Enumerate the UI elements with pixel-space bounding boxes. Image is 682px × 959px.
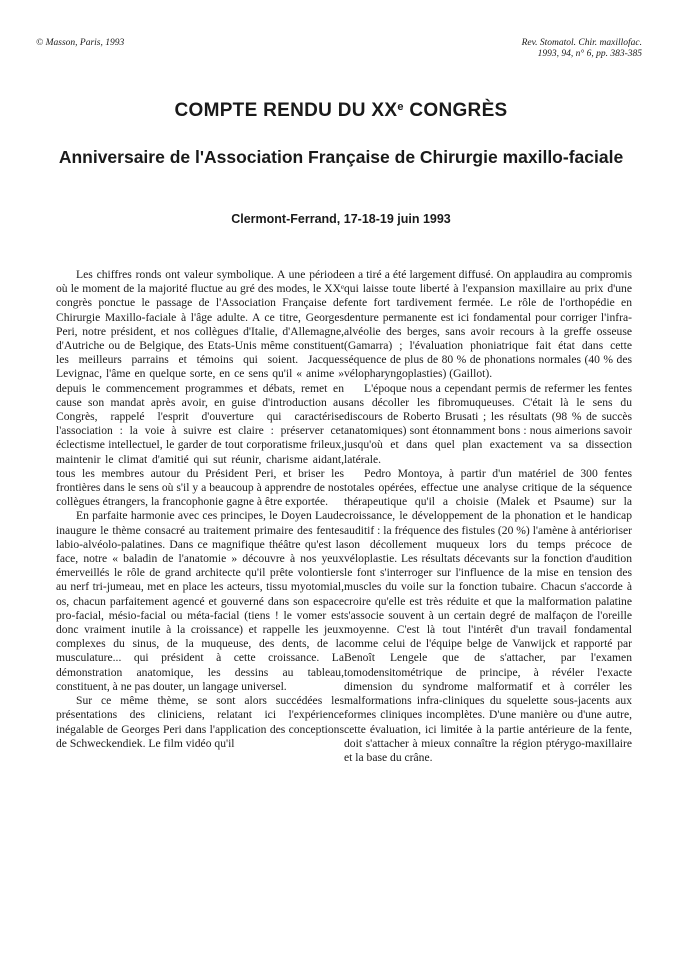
paragraph: Pedro Montoya, à partir d'un matériel de 300 fentes totales opérées, effectue une analyse critique de la séquence thérapeutique qu'il a choisie (Malek et Psaume) sur la croissance, le développement de la phonation et le handicap auditif : la fréquence des fistules (20 %) l'amène à antérioriser son décollement muqueux lors du temps précoce de véloplastie. Les résultats décevants sur la fonction d'audition le font s'interroger sur l'influence de la mise en tension des muscles du voile sur la fonction tubaire. Chacun s'accorde à croire qu'elle est très réduite et que la malformation palatine s'associe souvent à un certain degré de malfaçon de l'oreille moyenne. C'est là tout l'intérêt d'un travail fondamental comme celui de l'équipe belge de Vanwijck et rapporté par Benoît Lengele que de s'attacher, par l'examen tomodensitométrique de principe, à révéler l'exacte dimension du syndrome malformatif et à corréler les malformations infra-cliniques du squelette sous-jacents aux formes cliniques incomplètes. D'une manière ou d'une autre, cette évaluation, ici limitée à la partie antérieure de la fente, doit s'attacher à mieux connaître la région ptérygo-maxillaire et la base du crâne. [344,466,632,764]
paragraph: Sur ce même thème, se sont alors succédées les présentations des cliniciens, relatant ici l'expérience inégalable de Georges Peri dans l'application des conceptions de Schweckendiek. Le film vidéo qu'il [56,694,344,750]
text-column-left [56,268,344,751]
congress-location-date: Clermont-Ferrand, 17-18-19 juin 1993 [231,212,451,226]
paragraph: en a tiré a été largement diffusé. On applaudira au compromis qui laisse toute liberté à l'expansion maxillaire au prix d'une fente fort tardivement fermée. Le rôle de l'orthopédie en denture permanente est ici fondamental pour corriger l'infra-alvéolie des berges, sans avoir recours à la greffe osseuse (Gamarra) ; l'évaluation phoniatrique fait état dans cette séquence de plus de 80 % de phonations normales (40 % des vélopharyngoplasties) (Gaillot). [344,268,632,381]
journal-reference [522,38,642,60]
title-main: COMPTE RENDU DU XX [174,100,398,121]
title-superscript: e [397,101,404,113]
copyright-notice: © Masson, Paris, 1993 [36,38,125,48]
page-title [0,100,682,122]
paragraph: L'époque nous a cependant permis de refermer les fentes sans décoller les fibromuqueuses. C'était là le sens du discours de Roberto Brusati ; les résultats (98 % de succès anatomiques) sont étonnamment bons : nous aimerions savoir jusqu'où et dans quel plan exactement va sa dissection latérale. [344,381,632,466]
page-subtitle: Anniversaire de l'Association Française de Chirurgie maxillo-faciale [58,147,624,167]
text-column-right [344,268,632,765]
paragraph: Les chiffres ronds ont valeur symbolique. A une période où le moment de la majorité fluctue au gré des modes, le XXᵉ congrès ponctue le passage de l'Association Française de Chirurgie Maxillo-faciale à l'âge adulte. A ce titre, Georges Peri, notre président, et nos collègues d'Italie, d'Allemagne, d'Autriche ou de Belgique, des Etats-Unis même constituent les meilleurs parrains et témoins qui soient. Jacques Levignac, l'âme en quelque sorte, en ce sens qu'il « anime » depuis le commencement programmes et débats, remet en cause son mandat après avoir, en guise d'introduction au Congrès, rappelé l'esprit d'ouverture qui caractérise l'association : la voie à suivre est claire : préserver cet éclectisme intellectuel, le garder de tout corporatisme frileux, maintenir le climat d'amitié qui sut réunir, charisme aidant, tous les membres autour du Président Peri, et briser les frontières dans le sens où s'il y a beaucoup à apprendre de nos collègues étrangers, la francophonie gagne à être exportée. [56,268,344,509]
journal-issue: 1993, 94, n° 6, pp. 383-385 [537,49,642,59]
journal-name: Rev. Stomatol. Chir. maxillofac. [521,38,642,48]
title-end: CONGRÈS [403,100,508,121]
paragraph: En parfaite harmonie avec ces principes, le Doyen Laude inaugure le thème consacré au traitement primaire des fentes labio-alvéolo-palatines. Dans ce magnifique théâtre qu'est la face, notre « baladin de l'anatomie » découvre à nos yeux émerveillés le rôle de grand architecte qu'il prête volontiers au nerf tri-jumeau, met en place les acteurs, tissu myotomial, os, chacun parfaitement agencé et gouverné dans son espace pro-facial, mésio-facial ou méta-facial (tiens ! le vomer est donc vraiment inutile à la croissance) et rappelle les jeux complexes du sinus, de la muqueuse, des dents, de la musculature... qui président à cette croissance. La démonstration anatomique, les dessins au tableau, constituent, à ne pas douter, un langage universel. [56,509,344,693]
